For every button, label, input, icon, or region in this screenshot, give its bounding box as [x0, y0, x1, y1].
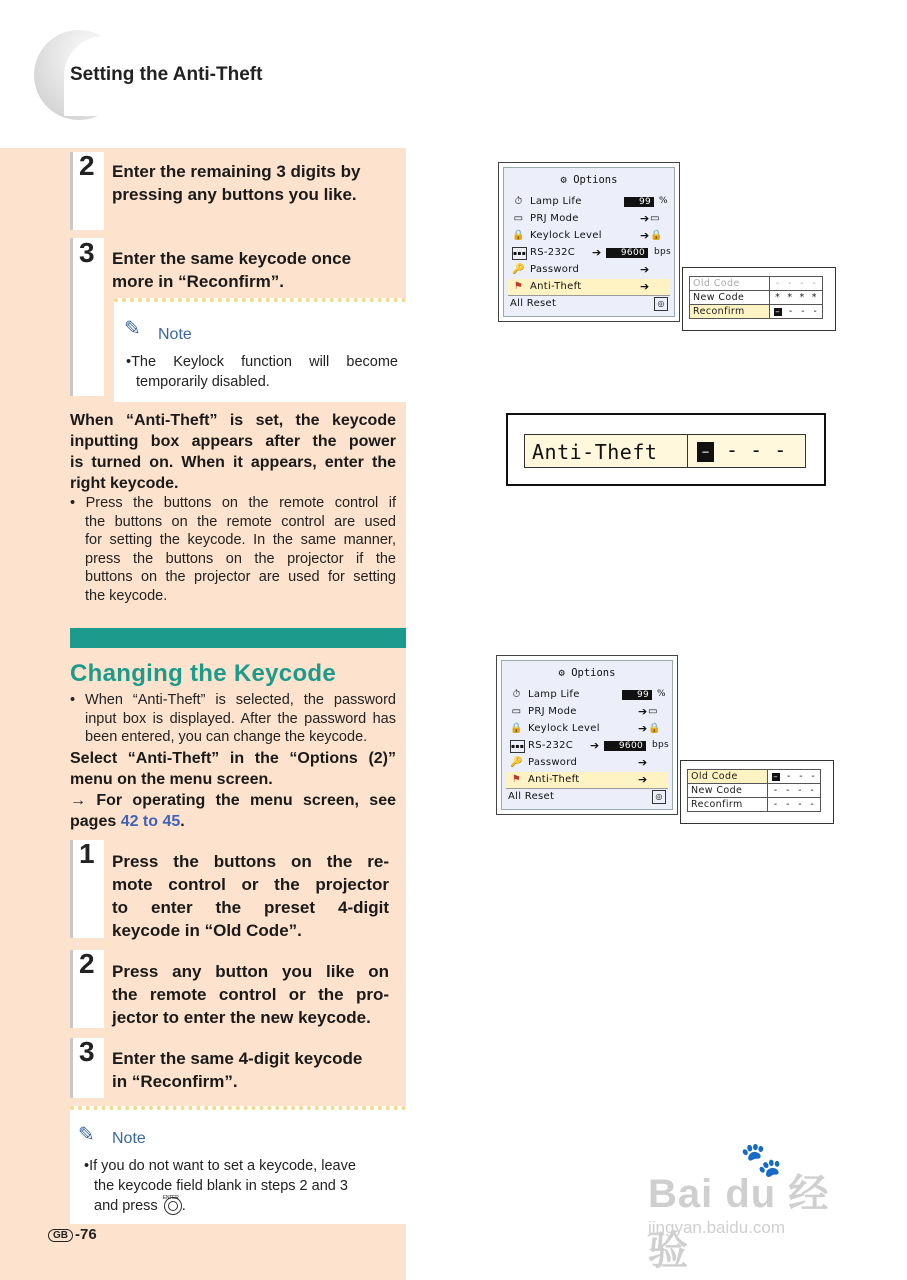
bullet-line: for setting the keycode. In the same manner, — [85, 532, 396, 548]
note-line: •The Keylock function will become — [126, 354, 398, 370]
rs-unit: bps — [654, 247, 672, 257]
step-line: pressing any buttons you like. — [112, 185, 357, 204]
anti-theft-paragraph — [70, 410, 396, 494]
note-line: temporarily disabled. — [136, 374, 270, 390]
options-title-text: Options — [573, 174, 618, 186]
step-number: 1 — [79, 838, 95, 869]
new-code-row — [688, 784, 821, 798]
reset-icon: ◎ — [654, 297, 668, 311]
prj-mode-icon: ▭ — [511, 706, 522, 717]
keycode-table — [687, 769, 821, 812]
anti-theft-label: Anti-Theft — [532, 440, 658, 464]
new-code-row — [690, 291, 823, 305]
new-code-value[interactable]: * * * * — [770, 291, 823, 305]
options-menu-screen — [498, 162, 680, 322]
watermark-brand: Bai du 经验 — [648, 1172, 830, 1273]
instruction-line — [70, 811, 396, 832]
options-menu-panel — [501, 660, 673, 810]
lamp-value: 99 — [624, 197, 654, 207]
menu-row-anti-theft[interactable] — [506, 772, 668, 788]
input-cursor: − — [697, 442, 714, 462]
step-number: 2 — [79, 150, 95, 181]
paw-logo-icon: 🐾 — [740, 1141, 783, 1179]
old-code-label: Old Code — [690, 277, 770, 291]
bullet-line: the keycode. — [85, 587, 168, 604]
section-title: Changing the Keycode — [70, 660, 337, 687]
reconfirm-row — [688, 798, 821, 812]
reconfirm-label: Reconfirm — [688, 798, 768, 812]
reset-icon: ◎ — [652, 790, 666, 804]
note-label: Note — [112, 1130, 146, 1147]
instruction-line: Select “Anti-Theft” in the “Options (2)” — [70, 750, 396, 767]
arrow-icon: ➔ — [638, 705, 648, 718]
keycode-box — [680, 760, 834, 824]
step-line: mote control or the projector — [112, 875, 389, 894]
lamp-value: 99 — [622, 690, 652, 700]
menu-label: Keylock Level — [528, 723, 600, 734]
options-icon: ⚙ — [560, 174, 567, 186]
key-icon: 🔑 — [512, 264, 525, 275]
step-text — [112, 960, 389, 1029]
bullet-line: • When “Anti-Theft” is selected, the password — [70, 692, 396, 708]
bullet-line: the buttons on the remote control are used — [85, 513, 396, 530]
menu-label: RS-232C — [528, 740, 574, 751]
menu-row-rs232c[interactable] — [506, 738, 668, 754]
reconfirm-value: - - - — [787, 306, 819, 317]
reconfirm-label: Reconfirm — [690, 305, 770, 319]
para-line: inputting box appears after the power — [70, 433, 396, 450]
pages-link[interactable]: 42 to 45 — [120, 813, 181, 830]
enter-inner-circle — [168, 1201, 178, 1211]
menu-row-keylock[interactable] — [506, 721, 668, 737]
arrow-icon: ➔ — [638, 722, 648, 735]
step-line: Press the buttons on the re- — [112, 852, 389, 871]
screen-icon: ▭ — [648, 706, 658, 717]
menu-label: Lamp Life — [528, 689, 580, 700]
note-pencil-icon: ✎ — [78, 1124, 95, 1146]
note-pencil-icon: ✎ — [124, 318, 141, 340]
menu-row-lamp-life[interactable] — [508, 194, 670, 210]
lamp-icon: ⏱ — [512, 689, 521, 700]
note-text — [126, 352, 398, 392]
old-code-value: - - - — [785, 771, 817, 782]
arrow-icon: ➔ — [640, 263, 650, 276]
page-title: Setting the Anti-Theft — [70, 64, 263, 85]
watermark-url: jingyan.baidu.com — [648, 1218, 786, 1237]
instruction-line: → For operating the menu screen, see — [70, 792, 396, 809]
pages-prefix: pages — [70, 813, 121, 830]
old-code-value[interactable]: - - - - — [770, 277, 823, 291]
screen-icon: ▭ — [650, 213, 660, 224]
options-title-text: Options — [571, 667, 616, 679]
arrow-icon: ➔ — [638, 756, 648, 769]
menu-label: Anti-Theft — [530, 281, 582, 292]
menu-label: Lamp Life — [530, 196, 582, 207]
menu-label: RS-232C — [530, 247, 576, 258]
step-text — [112, 1047, 402, 1093]
note-line: the keycode field blank in steps 2 and 3 — [94, 1178, 348, 1194]
key-icon: 🔑 — [510, 757, 523, 768]
reconfirm-row — [690, 305, 823, 319]
old-code-value-cell[interactable] — [768, 770, 821, 784]
menu-row-all-reset[interactable] — [508, 296, 670, 312]
arrow-icon: ➔ — [638, 773, 648, 786]
options-menu-panel — [503, 167, 675, 317]
input-cursor: − — [773, 772, 778, 781]
menu-row-all-reset[interactable] — [506, 789, 668, 805]
step-line: in “Reconfirm”. — [112, 1072, 238, 1091]
menu-label: PRJ Mode — [530, 213, 579, 224]
menu-label: Anti-Theft — [528, 774, 580, 785]
menu-label: Password — [530, 264, 580, 275]
step-line: Enter the same keycode once — [112, 249, 352, 268]
options-icon: ⚙ — [558, 667, 565, 679]
menu-row-password[interactable] — [506, 755, 668, 771]
menu-label: All Reset — [508, 791, 555, 802]
old-code-row — [688, 770, 821, 784]
lock-green-icon: 🔒 — [650, 230, 663, 241]
step-line: Enter the same 4-digit keycode — [112, 1049, 363, 1068]
anti-theft-icon: ⚑ — [513, 281, 524, 292]
keycode-box — [682, 267, 836, 331]
options-menu-title — [504, 174, 674, 186]
menu-row-prj-mode[interactable] — [506, 704, 668, 720]
lamp-icon: ⏱ — [514, 196, 523, 207]
select-instruction — [70, 748, 396, 832]
menu-label: Password — [528, 757, 578, 768]
new-code-label: New Code — [688, 784, 768, 798]
step-line: Enter the remaining 3 digits by — [112, 162, 361, 181]
menu-label: PRJ Mode — [528, 706, 577, 717]
old-code-label: Old Code — [688, 770, 768, 784]
menu-row-rs232c[interactable] — [508, 245, 670, 261]
menu-label: Keylock Level — [530, 230, 602, 241]
anti-theft-code-text: - - - — [726, 438, 787, 462]
bullet-line: • Press the buttons on the remote control if — [70, 495, 396, 511]
arrow-icon: ➔ — [592, 246, 602, 259]
menu-row-anti-theft[interactable] — [508, 279, 670, 295]
watermark — [648, 1140, 858, 1273]
step-text — [112, 247, 402, 293]
step-line: more in “Reconfirm”. — [112, 272, 284, 291]
menu-label: All Reset — [510, 298, 557, 309]
note-box — [70, 1106, 406, 1224]
step-line: the remote control or the pro- — [112, 985, 389, 1004]
step-text — [112, 850, 389, 942]
step-text — [112, 160, 402, 206]
para-line: right keycode. — [70, 475, 179, 492]
keycode-table — [689, 276, 823, 319]
step-number: 3 — [79, 237, 95, 268]
step-number: 3 — [79, 1036, 95, 1067]
input-cursor: − — [775, 307, 780, 316]
page-number-text: -76 — [75, 1226, 97, 1243]
para-line: is turned on. When it appears, enter the — [70, 454, 396, 471]
remote-bullet — [70, 494, 396, 605]
note-box — [114, 298, 406, 402]
section-bullet — [70, 691, 396, 747]
options-menu-screen — [496, 655, 678, 815]
section-divider-bar — [70, 628, 406, 648]
anti-theft-input-screen — [506, 413, 826, 486]
note-line — [84, 1196, 396, 1216]
anti-theft-code — [697, 438, 786, 462]
step-line: Press any button you like on — [112, 962, 389, 981]
new-code-label: New Code — [690, 291, 770, 305]
bullet-line: buttons on the projector are used for setting — [85, 569, 396, 585]
pages-suffix: . — [180, 813, 185, 830]
rs-value: 9600 — [606, 248, 648, 258]
bullet-line: press the buttons on the projector if the — [85, 550, 396, 567]
arrow-icon: ➔ — [640, 280, 650, 293]
reconfirm-value-cell[interactable] — [770, 305, 823, 319]
para-line: When “Anti-Theft” is set, the keycode — [70, 412, 396, 429]
lamp-unit: % — [659, 196, 668, 206]
lock-icon: 🔒 — [510, 723, 523, 734]
note-line: •If you do not want to set a keycode, leave — [84, 1158, 356, 1174]
rs-value: 9600 — [604, 741, 646, 751]
step-line: jector to enter the new keycode. — [112, 1008, 371, 1027]
enter-label: ENTER — [162, 1195, 179, 1202]
step-line: keycode in “Old Code”. — [112, 921, 302, 940]
anti-theft-input-box[interactable] — [524, 434, 806, 468]
menu-row-lamp-life[interactable] — [506, 687, 668, 703]
note-text — [84, 1156, 396, 1216]
menu-row-prj-mode[interactable] — [508, 211, 670, 227]
lock-green-icon: 🔒 — [648, 723, 661, 734]
enter-button-icon — [164, 1197, 182, 1215]
note-line-end: . — [181, 1198, 186, 1214]
old-code-row — [690, 277, 823, 291]
reconfirm-value[interactable]: - - - - — [768, 798, 821, 812]
menu-row-password[interactable] — [508, 262, 670, 278]
menu-row-keylock[interactable] — [508, 228, 670, 244]
region-badge: GB — [48, 1229, 73, 1242]
step-line: to enter the preset 4-digit — [112, 898, 389, 917]
page-number — [48, 1226, 97, 1243]
anti-theft-icon: ⚑ — [511, 774, 522, 785]
bullet-line: input box is displayed. After the password has — [85, 710, 396, 727]
bullet-line: been entered, you can change the keycode. — [85, 729, 368, 745]
instruction-line: menu on the menu screen. — [70, 771, 273, 788]
arrow-icon: ➔ — [640, 229, 650, 242]
rs232c-icon: ▪▪▪ — [512, 247, 527, 260]
step-number: 2 — [79, 948, 95, 979]
lock-icon: 🔒 — [512, 230, 525, 241]
prj-mode-icon: ▭ — [513, 213, 524, 224]
arrow-icon: ➔ — [590, 739, 600, 752]
note-label: Note — [158, 326, 192, 343]
new-code-value[interactable]: - - - - — [768, 784, 821, 798]
anti-theft-divider — [687, 435, 688, 467]
lamp-unit: % — [657, 689, 666, 699]
rs232c-icon: ▪▪▪ — [510, 740, 525, 753]
arrow-icon: ➔ — [640, 212, 650, 225]
rs-unit: bps — [652, 740, 670, 750]
options-menu-title — [502, 667, 672, 679]
note-line-text: and press — [94, 1198, 158, 1214]
